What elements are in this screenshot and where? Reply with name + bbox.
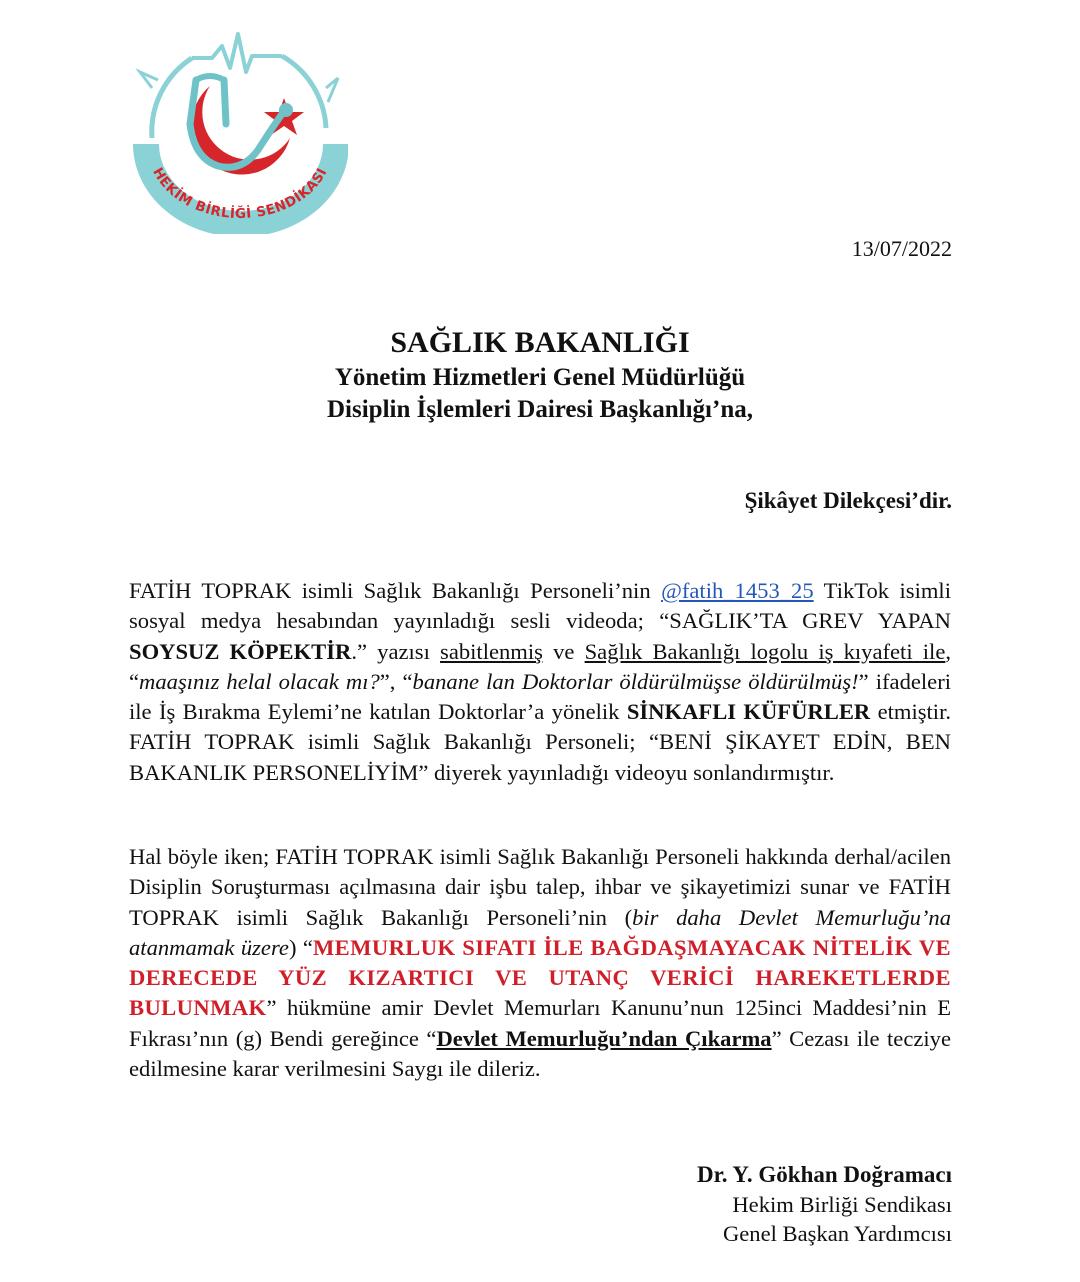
logo-text: HEKİM BİRLİĞİ SENDİKASI [149, 164, 331, 223]
signature-block [697, 1160, 952, 1249]
subject-line: Şikâyet Dilekçesi’dir. [744, 488, 952, 513]
stethoscope-crescent-logo-icon [132, 28, 348, 234]
signatory-name: Dr. Y. Gökhan Doğramacı [697, 1162, 952, 1187]
document-date: 13/07/2022 [851, 236, 952, 261]
paragraph-2: Hal böyle iken; FATİH TOPRAK isimli Sağlık Bakanlığı Personeli hakkında derhal/acilen Disiplin Soruşturması açılmasına dair işbu talep, ihbar ve şikayetimizi sunar ve FATİH TOPRAK isimli Sağlık Bakanlığı Personeli’nin (bir daha Devlet Memurluğu’na atanmamak üzere) “MEMURLUK SIFATI İLE BAĞDAŞMAYACAK NİTELİK VE DERECEDE YÜZ KIZARTICI VE UTANÇ VERİCİ HAREKETLERDE BULUNMAK” hükmüne amir Devlet Memurları Kanunu’nun 125inci Maddesi’nin E Fıkrası’nın (g) Bendi gereğince “Devlet Memurluğu’ndan Çıkarma” Cezası ile tecziye edilmesine karar verilmesini Saygı ile dileriz. [129, 844, 952, 1082]
heading-line-2: Yönetim Hizmetleri Genel Müdürlüğü [334, 364, 746, 391]
tiktok-handle-link[interactable]: @fatih_1453_25 [661, 578, 814, 603]
signatory-title: Genel Başkan Yardımcısı [722, 1221, 952, 1246]
union-logo [132, 28, 348, 234]
highlighted-clause: MEMURLUK SIFATI İLE BAĞDAŞMAYACAK NİTELİK VE DERECEDE YÜZ KIZARTICI VE UTANÇ VERİCİ HAREKETLERDE BULUNMAK [129, 934, 952, 1021]
paragraph-1: FATİH TOPRAK isimli Sağlık Bakanlığı Personeli’nin @fatih_1453_25 TikTok isimli sosyal medya hesabından yayınladığı sesli videoda; “SAĞLIK’TA GREV YAPAN SOYSUZ KÖPEKTİR.” yazısı sabitlenmiş ve Sağlık Bakanlığı logolu iş kıyafeti ile, “maaşınız helal olacak mı?”, “banane lan Doktorlar öldürülmüşse öldürülmüş!” ifadeleri ile İş Bırakma Eylemi’ne katılan Doktorlar’a yönelik SİNKAFLI KÜFÜRLER etmiştir. FATİH TOPRAK isimli Sağlık Bakanlığı Personeli; “BENİ ŞİKAYET EDİN, BEN BAKANLIK PERSONELİYİM” diyerek yayınladığı videoyu sonlandırmıştır. [129, 578, 951, 785]
addressee-heading [0, 324, 1080, 426]
penalty-name: Devlet Memurluğu’ndan Çıkarma [436, 1025, 772, 1051]
heading-line-1: SAĞLIK BAKANLIĞI [390, 326, 690, 359]
heading-line-3: Disiplin İşlemleri Dairesi Başkanlığı’na, [327, 396, 753, 423]
signatory-org: Hekim Birliği Sendikası [732, 1191, 952, 1217]
